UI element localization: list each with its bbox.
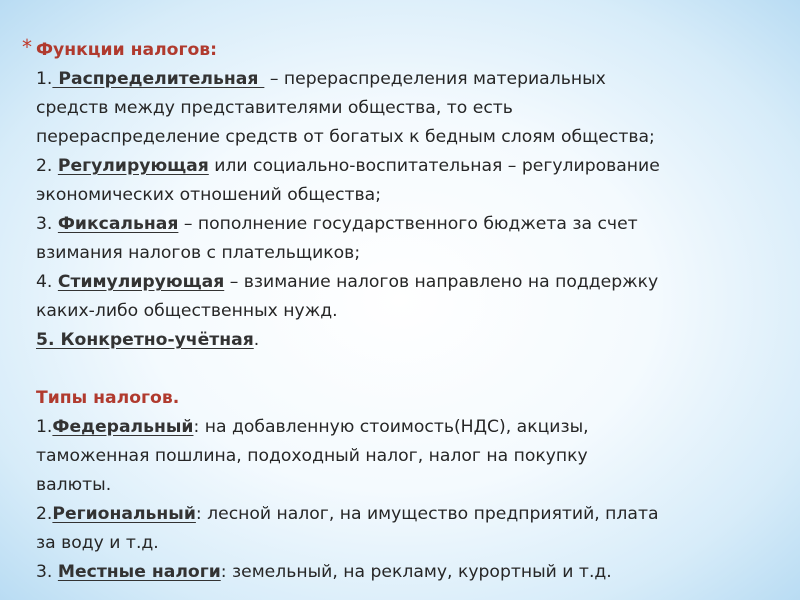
item-number: 4. <box>36 272 58 292</box>
item-desc-line: взимания налогов с плательщиков; <box>36 243 361 263</box>
spacer <box>36 355 781 384</box>
function-item-1 <box>36 65 781 94</box>
slide-content <box>22 35 781 587</box>
item-term: Регулирующая <box>57 156 209 176</box>
item-desc-line: валюты. <box>36 475 112 495</box>
item-desc: – пополнение государственного бюджета за счет <box>178 214 638 234</box>
item-desc: : земельный, на рекламу, курортный и т.д. <box>220 562 612 582</box>
item-desc: : на добавленную стоимость(НДС), акцизы, <box>193 417 589 437</box>
item-term: 5. Конкретно-учётная <box>36 330 254 350</box>
types-heading-row <box>36 384 781 413</box>
item-desc: – перераспределения материальных <box>264 69 606 89</box>
item-desc-line: средств между представителями общества, то есть <box>36 98 513 118</box>
item-number: 2. <box>36 156 58 176</box>
item-term: Фиксальная <box>57 214 179 234</box>
item-tail: . <box>253 330 260 350</box>
item-term: Местные налоги <box>57 562 221 582</box>
function-item-4 <box>36 268 781 297</box>
item-number: 1. <box>36 69 53 89</box>
item-term: Федеральный <box>52 417 194 437</box>
item-number: 1. <box>36 417 53 437</box>
type-item-3 <box>36 558 781 587</box>
item-desc: : лесной налог, на имущество предприятий, плата <box>195 504 659 524</box>
item-term: Стимулирующая <box>57 272 225 292</box>
item-desc-line: за воду и т.д. <box>36 533 159 553</box>
item-desc-line: каких-либо общественных нужд. <box>36 301 338 321</box>
item-term: Региональный <box>52 504 196 524</box>
item-term: Распределительная <box>52 69 265 89</box>
bullet-asterisk: * <box>22 35 32 59</box>
item-number: 3. <box>36 562 58 582</box>
functions-heading-row <box>22 35 781 65</box>
item-desc-line: перераспределение средств от богатых к бедным слоям общества; <box>36 127 655 147</box>
item-number: 2. <box>36 504 53 524</box>
item-desc: – взимание налогов направлено на поддержку <box>224 272 659 292</box>
item-number: 3. <box>36 214 58 234</box>
item-desc: или социально-воспитательная – регулирование <box>208 156 660 176</box>
item-desc-line: таможенная пошлина, подоходный налог, налог на покупку <box>36 446 588 466</box>
functions-heading: Функции налогов: <box>36 40 218 60</box>
item-desc-line: экономических отношений общества; <box>36 185 382 205</box>
function-item-5 <box>36 326 781 355</box>
type-item-2 <box>36 500 781 529</box>
types-heading: Типы налогов. <box>36 388 180 408</box>
function-item-3 <box>36 210 781 239</box>
function-item-2 <box>36 152 781 181</box>
type-item-1 <box>36 413 781 442</box>
